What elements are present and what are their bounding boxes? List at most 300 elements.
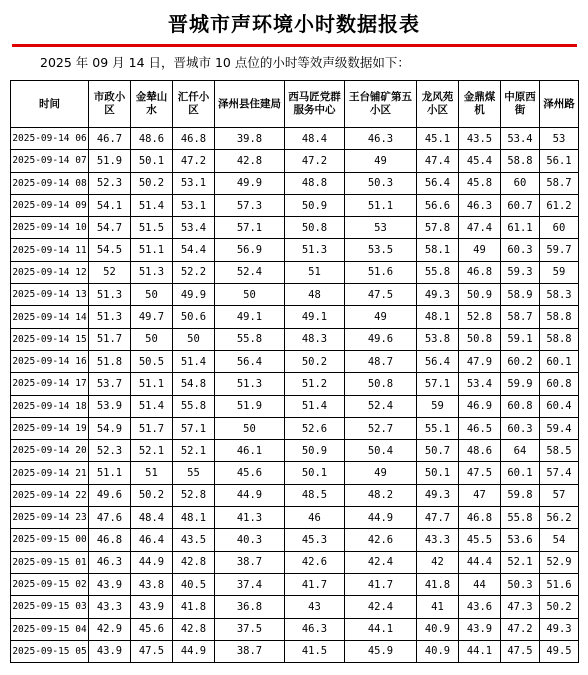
noise-value-cell: 56.4	[417, 350, 459, 372]
time-cell: 2025-09-14 13	[11, 284, 89, 306]
noise-value-cell: 46.8	[459, 507, 501, 529]
noise-value-cell: 61.1	[501, 217, 540, 239]
noise-value-cell: 49.1	[285, 306, 345, 328]
column-header-site: 西马匠党群服务中心	[285, 81, 345, 128]
noise-value-cell: 36.8	[215, 596, 285, 618]
time-cell: 2025-09-14 21	[11, 462, 89, 484]
noise-value-cell: 53.4	[459, 373, 501, 395]
noise-value-cell: 57.1	[173, 417, 215, 439]
noise-value-cell: 59.4	[540, 417, 579, 439]
noise-value-cell: 55.8	[173, 395, 215, 417]
noise-value-cell: 53.5	[345, 239, 417, 261]
time-cell: 2025-09-14 12	[11, 261, 89, 283]
noise-value-cell: 58.9	[501, 284, 540, 306]
noise-value-cell: 51.4	[285, 395, 345, 417]
noise-value-cell: 43.8	[131, 573, 173, 595]
noise-value-cell: 41.8	[173, 596, 215, 618]
noise-value-cell: 57.1	[215, 217, 285, 239]
noise-value-cell: 52.9	[540, 551, 579, 573]
noise-value-cell: 50.3	[345, 172, 417, 194]
noise-value-cell: 47.5	[131, 640, 173, 662]
time-cell: 2025-09-14 10	[11, 217, 89, 239]
noise-value-cell: 46.3	[285, 618, 345, 640]
noise-value-cell: 41.3	[215, 507, 285, 529]
time-cell: 2025-09-15 03	[11, 596, 89, 618]
noise-value-cell: 46.3	[459, 194, 501, 216]
noise-value-cell: 50.2	[131, 172, 173, 194]
noise-value-cell: 51.4	[131, 395, 173, 417]
time-cell: 2025-09-15 01	[11, 551, 89, 573]
noise-value-cell: 52.1	[173, 440, 215, 462]
noise-value-cell: 52.4	[215, 261, 285, 283]
table-row	[11, 462, 579, 484]
title-divider	[12, 44, 577, 47]
table-row	[11, 261, 579, 283]
noise-value-cell: 55.8	[417, 261, 459, 283]
noise-value-cell: 43.5	[173, 529, 215, 551]
noise-value-cell: 38.7	[215, 551, 285, 573]
table-row	[11, 440, 579, 462]
noise-value-cell: 48.6	[131, 128, 173, 150]
noise-value-cell: 50	[215, 417, 285, 439]
noise-value-cell: 60.4	[540, 395, 579, 417]
noise-value-cell: 54.5	[89, 239, 131, 261]
noise-value-cell: 48.6	[459, 440, 501, 462]
noise-value-cell: 51.3	[89, 306, 131, 328]
noise-value-cell: 50.9	[285, 440, 345, 462]
noise-value-cell: 53	[540, 128, 579, 150]
noise-value-cell: 50	[215, 284, 285, 306]
noise-value-cell: 40.9	[417, 618, 459, 640]
noise-value-cell: 44	[459, 573, 501, 595]
noise-value-cell: 49.9	[215, 172, 285, 194]
noise-value-cell: 48.4	[285, 128, 345, 150]
noise-value-cell: 60.7	[501, 194, 540, 216]
noise-value-cell: 58.7	[501, 306, 540, 328]
noise-value-cell: 59.1	[501, 328, 540, 350]
noise-value-cell: 50.6	[173, 306, 215, 328]
noise-value-cell: 37.4	[215, 573, 285, 595]
noise-value-cell: 49.1	[215, 306, 285, 328]
time-cell: 2025-09-14 07	[11, 150, 89, 172]
noise-value-cell: 57.4	[540, 462, 579, 484]
noise-value-cell: 42.9	[89, 618, 131, 640]
noise-value-cell: 44.9	[215, 484, 285, 506]
noise-value-cell: 48.8	[285, 172, 345, 194]
noise-value-cell: 50.5	[131, 350, 173, 372]
column-header-site: 泽州路	[540, 81, 579, 128]
noise-value-cell: 47.3	[501, 596, 540, 618]
time-cell: 2025-09-14 17	[11, 373, 89, 395]
noise-value-cell: 48.5	[285, 484, 345, 506]
noise-value-cell: 50.3	[501, 573, 540, 595]
noise-value-cell: 56.4	[215, 350, 285, 372]
noise-value-cell: 49.6	[89, 484, 131, 506]
noise-value-cell: 37.5	[215, 618, 285, 640]
noise-value-cell: 46.9	[459, 395, 501, 417]
time-cell: 2025-09-14 23	[11, 507, 89, 529]
noise-value-cell: 60.3	[501, 417, 540, 439]
noise-value-cell: 51.5	[131, 217, 173, 239]
column-header-site: 龙风苑小区	[417, 81, 459, 128]
noise-value-cell: 52.7	[345, 417, 417, 439]
noise-value-cell: 52.8	[173, 484, 215, 506]
noise-value-cell: 44.1	[459, 640, 501, 662]
noise-value-cell: 41	[417, 596, 459, 618]
noise-value-cell: 46.8	[89, 529, 131, 551]
noise-value-cell: 58.8	[540, 306, 579, 328]
noise-value-cell: 58.8	[540, 328, 579, 350]
noise-value-cell: 46.5	[459, 417, 501, 439]
noise-value-cell: 45.5	[459, 529, 501, 551]
noise-value-cell: 50	[173, 328, 215, 350]
noise-value-cell: 50.1	[131, 150, 173, 172]
time-cell: 2025-09-15 00	[11, 529, 89, 551]
time-cell: 2025-09-15 05	[11, 640, 89, 662]
noise-value-cell: 53.6	[501, 529, 540, 551]
table-body	[11, 128, 579, 663]
noise-value-cell: 50.8	[345, 373, 417, 395]
noise-value-cell: 57.1	[417, 373, 459, 395]
noise-value-cell: 51.6	[540, 573, 579, 595]
noise-value-cell: 52.8	[459, 306, 501, 328]
noise-value-cell: 60.1	[540, 350, 579, 372]
report-title: 晋城市声环境小时数据报表	[168, 12, 420, 36]
noise-value-cell: 50.4	[345, 440, 417, 462]
noise-value-cell: 51.4	[131, 194, 173, 216]
noise-value-cell: 59.7	[540, 239, 579, 261]
noise-value-cell: 47	[459, 484, 501, 506]
noise-value-cell: 51.2	[285, 373, 345, 395]
time-cell: 2025-09-14 09	[11, 194, 89, 216]
noise-value-cell: 47.2	[501, 618, 540, 640]
noise-value-cell: 52.2	[173, 261, 215, 283]
noise-value-cell: 43.9	[459, 618, 501, 640]
noise-value-cell: 45.6	[131, 618, 173, 640]
noise-value-cell: 50.7	[417, 440, 459, 462]
noise-value-cell: 54.7	[89, 217, 131, 239]
noise-value-cell: 50.1	[417, 462, 459, 484]
noise-value-cell: 51.9	[215, 395, 285, 417]
noise-value-cell: 46.8	[173, 128, 215, 150]
noise-value-cell: 59.8	[501, 484, 540, 506]
table-row	[11, 284, 579, 306]
noise-value-cell: 45.9	[345, 640, 417, 662]
noise-value-cell: 46.3	[345, 128, 417, 150]
noise-value-cell: 47.7	[417, 507, 459, 529]
table-row	[11, 417, 579, 439]
noise-value-cell: 52.3	[89, 440, 131, 462]
noise-value-cell: 43	[285, 596, 345, 618]
noise-value-cell: 61.2	[540, 194, 579, 216]
noise-value-cell: 44.4	[459, 551, 501, 573]
table-row	[11, 328, 579, 350]
noise-value-cell: 43.9	[89, 640, 131, 662]
noise-value-cell: 46	[285, 507, 345, 529]
noise-value-cell: 48.4	[131, 507, 173, 529]
column-header-site: 中原西街	[501, 81, 540, 128]
noise-value-cell: 46.7	[89, 128, 131, 150]
noise-value-cell: 59.3	[501, 261, 540, 283]
table-row	[11, 306, 579, 328]
noise-value-cell: 41.7	[345, 573, 417, 595]
noise-value-cell: 53.1	[173, 194, 215, 216]
noise-value-cell: 57	[540, 484, 579, 506]
table-header-row	[11, 81, 579, 128]
noise-value-cell: 51.9	[89, 150, 131, 172]
table-row	[11, 551, 579, 573]
noise-value-cell: 53.4	[501, 128, 540, 150]
noise-value-cell: 42.8	[173, 551, 215, 573]
noise-value-cell: 60.2	[501, 350, 540, 372]
noise-value-cell: 51.3	[89, 284, 131, 306]
time-cell: 2025-09-14 11	[11, 239, 89, 261]
noise-value-cell: 41.5	[285, 640, 345, 662]
noise-value-cell: 50.2	[540, 596, 579, 618]
noise-value-cell: 50.9	[285, 194, 345, 216]
noise-value-cell: 50	[131, 328, 173, 350]
noise-value-cell: 52	[89, 261, 131, 283]
noise-value-cell: 59.9	[501, 373, 540, 395]
noise-value-cell: 42	[417, 551, 459, 573]
table-row	[11, 484, 579, 506]
noise-value-cell: 43.9	[131, 596, 173, 618]
noise-value-cell: 54.4	[173, 239, 215, 261]
noise-value-cell: 59	[540, 261, 579, 283]
noise-value-cell: 49	[345, 150, 417, 172]
noise-value-cell: 46.4	[131, 529, 173, 551]
report-subtitle: 2025 年 09 月 14 日，晋城市 10 点位的小时等效声级数据如下：	[40, 55, 410, 70]
time-cell: 2025-09-14 20	[11, 440, 89, 462]
noise-value-cell: 48.1	[173, 507, 215, 529]
noise-value-cell: 48.3	[285, 328, 345, 350]
noise-value-cell: 42.6	[285, 551, 345, 573]
noise-value-cell: 57.3	[215, 194, 285, 216]
noise-value-cell: 50.9	[459, 284, 501, 306]
noise-value-cell: 58.8	[501, 150, 540, 172]
noise-value-cell: 51.3	[285, 239, 345, 261]
noise-value-cell: 56.6	[417, 194, 459, 216]
noise-value-cell: 49	[345, 306, 417, 328]
table-row	[11, 507, 579, 529]
noise-value-cell: 42.4	[345, 596, 417, 618]
noise-value-cell: 47.5	[459, 462, 501, 484]
noise-value-cell: 58.7	[540, 172, 579, 194]
noise-value-cell: 56.9	[215, 239, 285, 261]
noise-value-cell: 51.4	[173, 350, 215, 372]
noise-value-cell: 49.9	[173, 284, 215, 306]
noise-value-cell: 49	[459, 239, 501, 261]
noise-value-cell: 50	[131, 284, 173, 306]
column-header-time: 时间	[11, 81, 89, 128]
noise-value-cell: 55.8	[501, 507, 540, 529]
noise-value-cell: 47.5	[345, 284, 417, 306]
noise-value-cell: 44.9	[173, 640, 215, 662]
noise-value-cell: 43.5	[459, 128, 501, 150]
noise-value-cell: 60.8	[540, 373, 579, 395]
time-cell: 2025-09-14 16	[11, 350, 89, 372]
noise-value-cell: 44.1	[345, 618, 417, 640]
noise-value-cell: 59	[417, 395, 459, 417]
noise-value-cell: 46.1	[215, 440, 285, 462]
table-row	[11, 529, 579, 551]
noise-value-cell: 42.8	[173, 618, 215, 640]
noise-value-cell: 53.8	[417, 328, 459, 350]
noise-value-cell: 40.5	[173, 573, 215, 595]
time-cell: 2025-09-14 08	[11, 172, 89, 194]
noise-value-cell: 51.1	[131, 239, 173, 261]
time-cell: 2025-09-15 02	[11, 573, 89, 595]
noise-value-cell: 53.4	[173, 217, 215, 239]
noise-value-cell: 51.1	[89, 462, 131, 484]
table-row	[11, 194, 579, 216]
noise-value-cell: 60.1	[501, 462, 540, 484]
noise-value-cell: 48.7	[345, 350, 417, 372]
noise-value-cell: 51.3	[131, 261, 173, 283]
noise-value-cell: 55.1	[417, 417, 459, 439]
time-cell: 2025-09-15 04	[11, 618, 89, 640]
noise-value-cell: 51.3	[215, 373, 285, 395]
noise-value-cell: 56.2	[540, 507, 579, 529]
table-row	[11, 350, 579, 372]
table-row	[11, 128, 579, 150]
noise-value-cell: 57.8	[417, 217, 459, 239]
noise-value-cell: 56.1	[540, 150, 579, 172]
noise-value-cell: 46.3	[89, 551, 131, 573]
noise-value-cell: 60.3	[501, 239, 540, 261]
noise-value-cell: 44.9	[345, 507, 417, 529]
noise-value-cell: 50.8	[285, 217, 345, 239]
noise-value-cell: 49.3	[540, 618, 579, 640]
noise-value-cell: 54.9	[89, 417, 131, 439]
noise-value-cell: 45.4	[459, 150, 501, 172]
noise-value-cell: 42.6	[345, 529, 417, 551]
time-cell: 2025-09-14 14	[11, 306, 89, 328]
noise-value-cell: 46.8	[459, 261, 501, 283]
time-cell: 2025-09-14 22	[11, 484, 89, 506]
noise-value-cell: 52.1	[501, 551, 540, 573]
noise-value-cell: 51.7	[89, 328, 131, 350]
noise-value-cell: 50.1	[285, 462, 345, 484]
table-row	[11, 150, 579, 172]
table-row	[11, 618, 579, 640]
noise-value-cell: 45.3	[285, 529, 345, 551]
noise-value-cell: 50.2	[285, 350, 345, 372]
column-header-site: 金辇山水	[131, 81, 173, 128]
noise-value-cell: 41.7	[285, 573, 345, 595]
noise-value-cell: 53.1	[173, 172, 215, 194]
noise-value-cell: 49.6	[345, 328, 417, 350]
noise-value-cell: 49.3	[417, 484, 459, 506]
noise-value-cell: 60.8	[501, 395, 540, 417]
noise-value-cell: 51.1	[131, 373, 173, 395]
table-row	[11, 395, 579, 417]
noise-value-cell: 42.4	[345, 551, 417, 573]
noise-value-cell: 51.8	[89, 350, 131, 372]
noise-value-cell: 54	[540, 529, 579, 551]
noise-value-cell: 58.3	[540, 284, 579, 306]
noise-value-cell: 55.8	[215, 328, 285, 350]
table-row	[11, 373, 579, 395]
noise-value-cell: 45.8	[459, 172, 501, 194]
table-row	[11, 573, 579, 595]
noise-value-cell: 56.4	[417, 172, 459, 194]
noise-value-cell: 50.2	[131, 484, 173, 506]
noise-value-cell: 49.7	[131, 306, 173, 328]
noise-value-cell: 47.9	[459, 350, 501, 372]
noise-value-cell: 39.8	[215, 128, 285, 150]
noise-value-cell: 64	[501, 440, 540, 462]
time-cell: 2025-09-14 15	[11, 328, 89, 350]
noise-value-cell: 51	[131, 462, 173, 484]
column-header-site: 金鼎煤机	[459, 81, 501, 128]
noise-value-cell: 53.7	[89, 373, 131, 395]
time-cell: 2025-09-14 19	[11, 417, 89, 439]
noise-value-cell: 53	[345, 217, 417, 239]
noise-value-cell: 51.6	[345, 261, 417, 283]
noise-value-cell: 52.1	[131, 440, 173, 462]
noise-value-cell: 51	[285, 261, 345, 283]
noise-value-cell: 43.6	[459, 596, 501, 618]
noise-value-cell: 51.7	[131, 417, 173, 439]
noise-value-cell: 54.8	[173, 373, 215, 395]
noise-value-cell: 47.5	[501, 640, 540, 662]
noise-value-cell: 40.3	[215, 529, 285, 551]
noise-value-cell: 52.3	[89, 172, 131, 194]
noise-value-cell: 55	[173, 462, 215, 484]
noise-value-cell: 49.5	[540, 640, 579, 662]
noise-value-cell: 53.9	[89, 395, 131, 417]
noise-value-cell: 40.9	[417, 640, 459, 662]
noise-value-cell: 47.4	[459, 217, 501, 239]
time-cell: 2025-09-14 06	[11, 128, 89, 150]
noise-value-cell: 43.3	[417, 529, 459, 551]
noise-value-cell: 43.9	[89, 573, 131, 595]
noise-value-cell: 48	[285, 284, 345, 306]
noise-value-cell: 49	[345, 462, 417, 484]
noise-value-cell: 38.7	[215, 640, 285, 662]
table-row	[11, 640, 579, 662]
column-header-site: 王台铺矿第五小区	[345, 81, 417, 128]
noise-value-cell: 47.2	[285, 150, 345, 172]
noise-value-cell: 58.1	[417, 239, 459, 261]
noise-value-cell: 47.6	[89, 507, 131, 529]
noise-value-cell: 60	[540, 217, 579, 239]
noise-value-cell: 47.2	[173, 150, 215, 172]
noise-value-cell: 58.5	[540, 440, 579, 462]
noise-value-cell: 45.1	[417, 128, 459, 150]
noise-value-cell: 41.8	[417, 573, 459, 595]
noise-value-cell: 44.9	[131, 551, 173, 573]
noise-value-cell: 48.2	[345, 484, 417, 506]
noise-value-cell: 52.6	[285, 417, 345, 439]
noise-value-cell: 49.3	[417, 284, 459, 306]
table-row	[11, 172, 579, 194]
noise-value-cell: 54.1	[89, 194, 131, 216]
column-header-site: 泽州县住建局	[215, 81, 285, 128]
noise-value-cell: 52.4	[345, 395, 417, 417]
column-header-site: 汇仟小区	[173, 81, 215, 128]
table-row	[11, 596, 579, 618]
noise-value-cell: 60	[501, 172, 540, 194]
noise-value-cell: 47.4	[417, 150, 459, 172]
time-cell: 2025-09-14 18	[11, 395, 89, 417]
noise-value-cell: 50.8	[459, 328, 501, 350]
noise-value-cell: 42.8	[215, 150, 285, 172]
noise-value-cell: 48.1	[417, 306, 459, 328]
table-row	[11, 239, 579, 261]
column-header-site: 市政小区	[89, 81, 131, 128]
